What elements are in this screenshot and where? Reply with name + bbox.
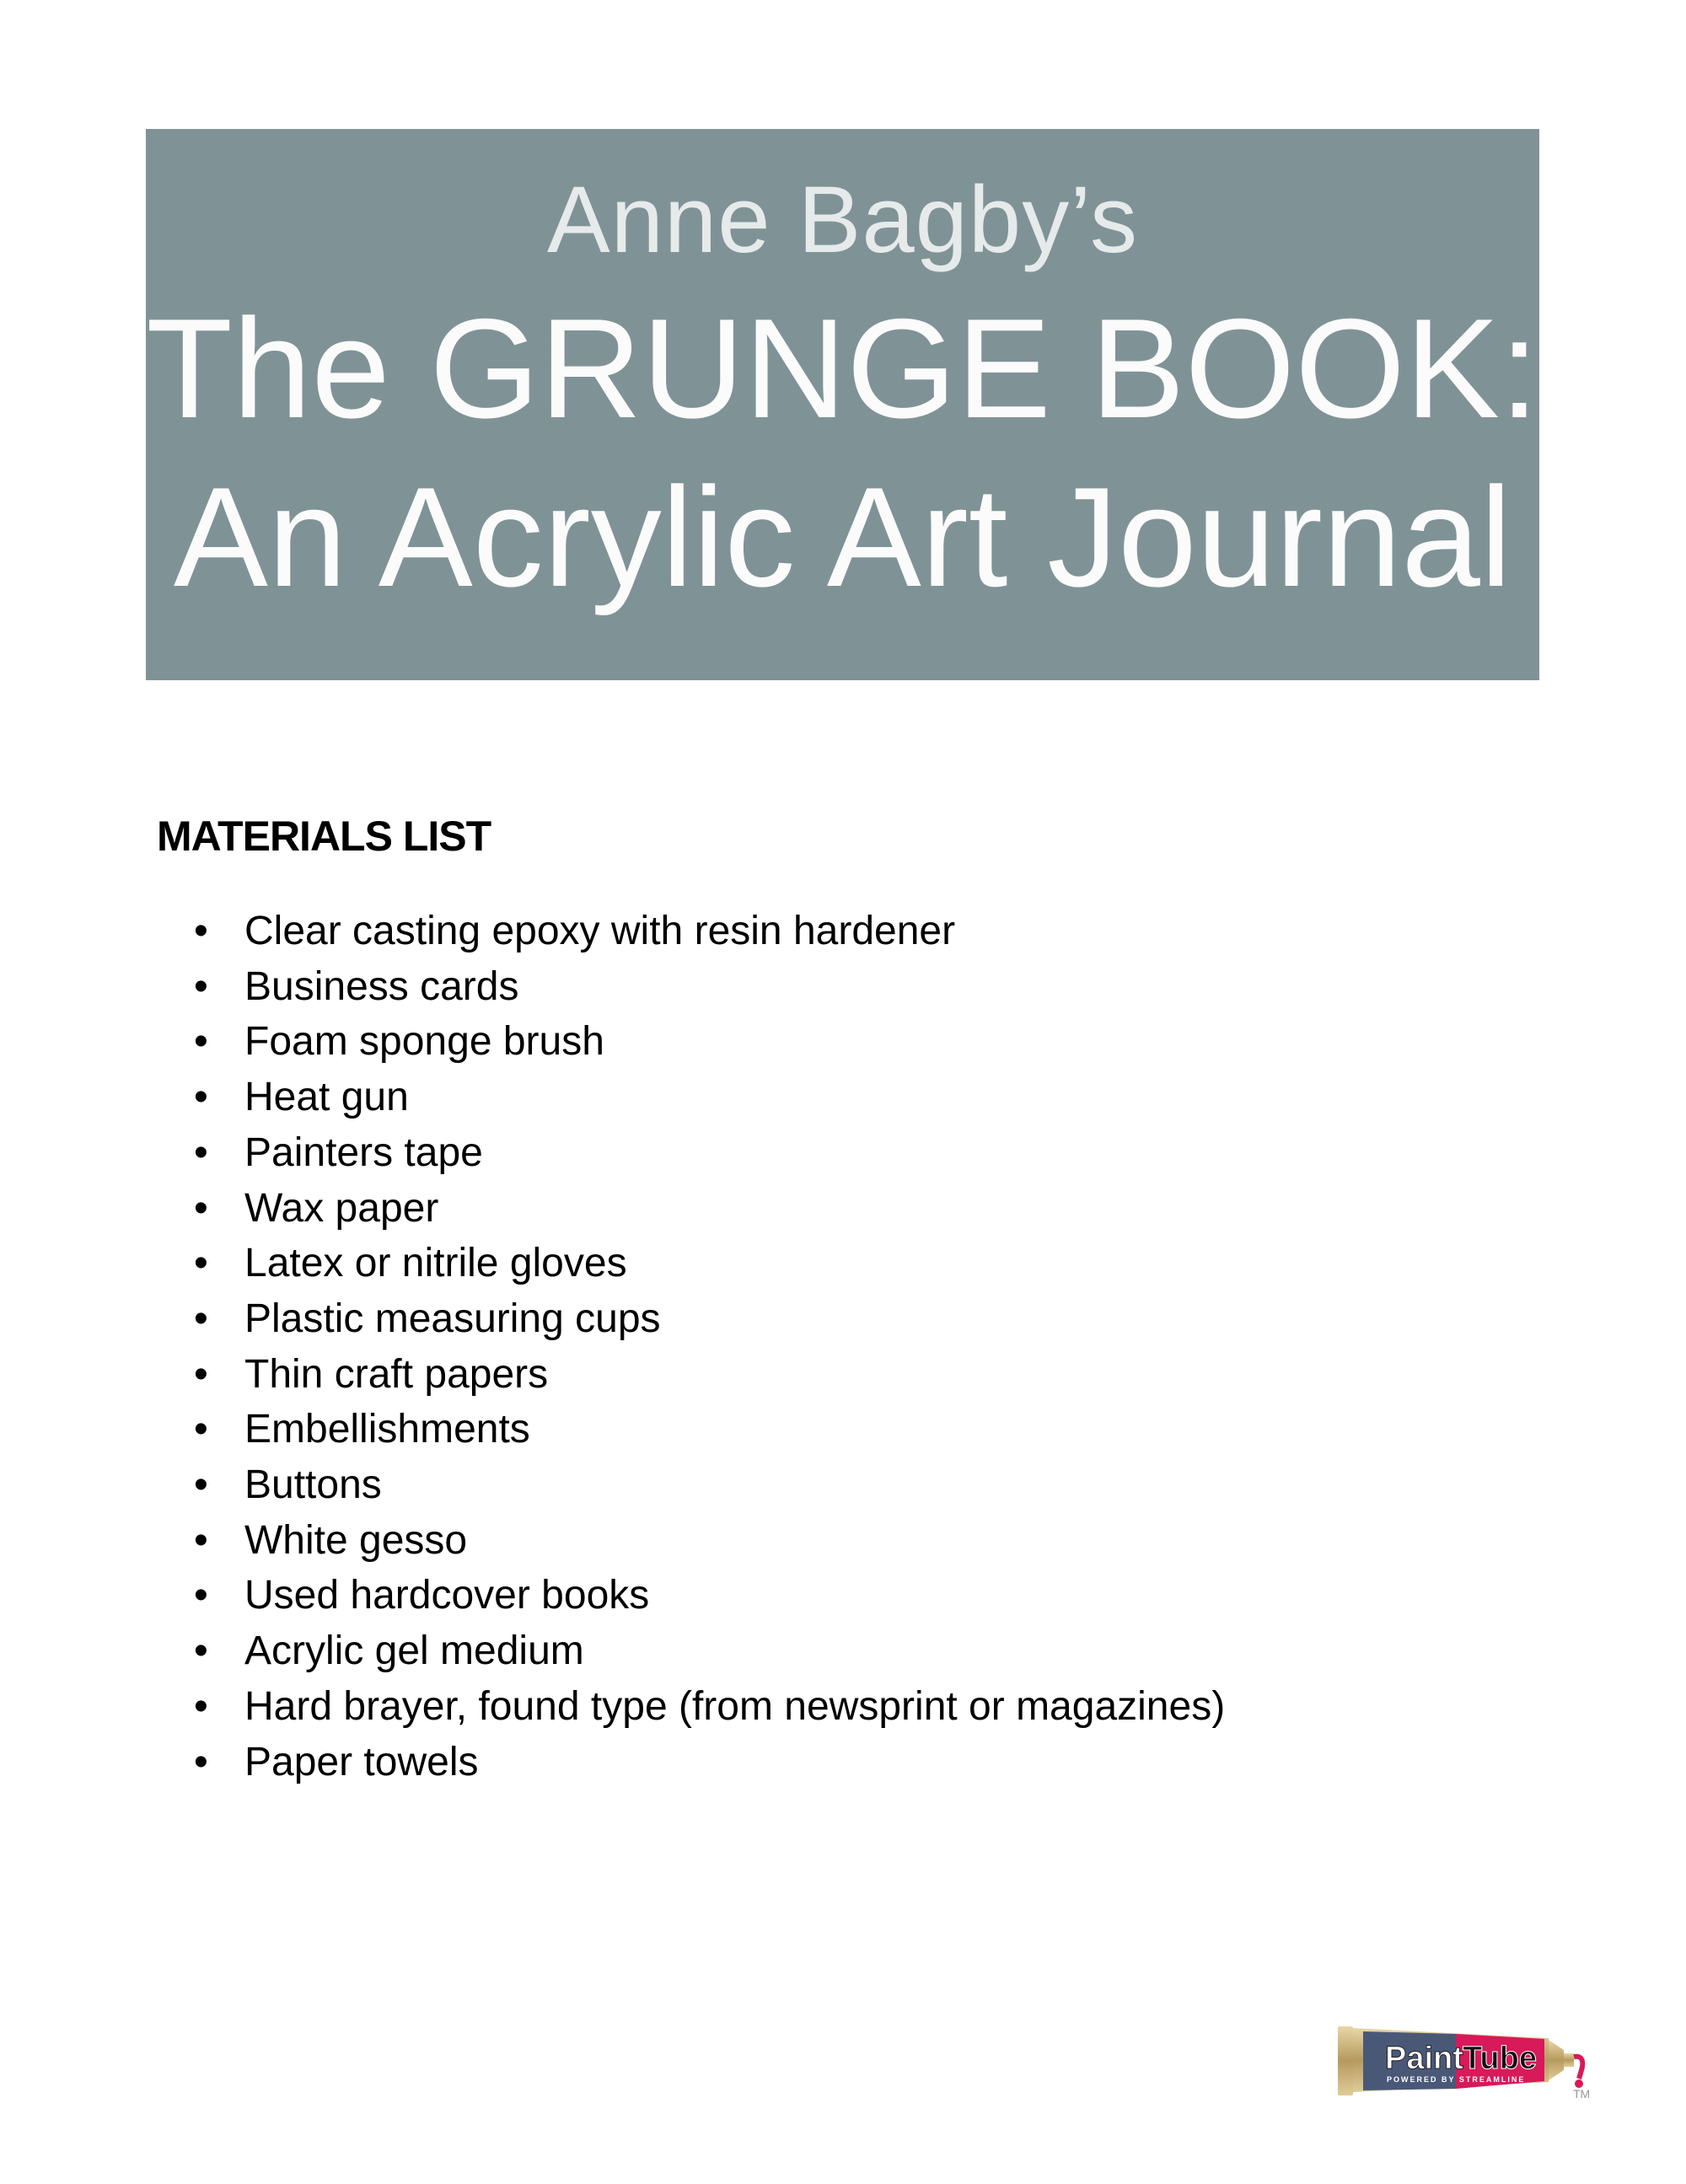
list-item: • Latex or nitrile gloves [187, 1236, 1225, 1291]
painttube-logo [1338, 2021, 1591, 2101]
list-item: • Heat gun [187, 1070, 1225, 1125]
list-item: • Thin craft papers [187, 1347, 1225, 1403]
list-item: • Buttons [187, 1457, 1225, 1513]
list-item: • Embellishments [187, 1402, 1225, 1457]
book-title: The GRUNGE BOOK: [146, 289, 1539, 448]
bullet-icon: • [194, 1462, 208, 1508]
trademark-mark: TM [1573, 2087, 1591, 2101]
list-item: • Foam sponge brush [187, 1014, 1225, 1070]
bullet-icon: • [194, 1185, 208, 1231]
author-name: Anne Bagby’s [546, 167, 1139, 272]
list-item: • Paper towels [187, 1735, 1225, 1790]
bullet-icon: • [194, 1296, 208, 1341]
list-item: • Clear casting epoxy with resin hardener [187, 904, 1225, 959]
materials-heading: MATERIALS LIST [157, 813, 491, 860]
bullet-icon: • [194, 1130, 208, 1175]
bullet-icon: • [194, 1351, 208, 1397]
bullet-icon: • [194, 1683, 208, 1729]
svg-text:Paint: Paint [1385, 2041, 1463, 2076]
list-item: • White gesso [187, 1513, 1225, 1569]
title-banner [146, 129, 1539, 680]
list-item: • Hard brayer, found type (from newsprint or magazines) [187, 1679, 1225, 1735]
bullet-icon: • [194, 1573, 208, 1618]
bullet-icon: • [194, 1739, 208, 1784]
bullet-icon: • [194, 909, 208, 953]
svg-text:POWERED BY STREAMLINE: POWERED BY STREAMLINE [1387, 2075, 1526, 2084]
list-item: • Plastic measuring cups [187, 1291, 1225, 1347]
list-item: • Wax paper [187, 1181, 1225, 1237]
list-item: • Used hardcover books [187, 1568, 1225, 1623]
svg-text:Tube: Tube [1463, 2041, 1537, 2076]
bullet-icon: • [194, 1517, 208, 1563]
bullet-icon: • [194, 1629, 208, 1674]
list-item: • Painters tape [187, 1125, 1225, 1181]
list-item: • Business cards [187, 959, 1225, 1015]
list-item: • Acrylic gel medium [187, 1623, 1225, 1679]
paint-tube-icon [1338, 2021, 1591, 2101]
book-subtitle: An Acrylic Art Journal [173, 458, 1512, 616]
bullet-icon: • [194, 1407, 208, 1452]
bullet-icon: • [194, 1019, 208, 1065]
materials-list [187, 904, 1225, 1790]
bullet-icon: • [194, 1241, 208, 1286]
bullet-icon: • [194, 1075, 208, 1120]
bullet-icon: • [194, 963, 208, 1009]
